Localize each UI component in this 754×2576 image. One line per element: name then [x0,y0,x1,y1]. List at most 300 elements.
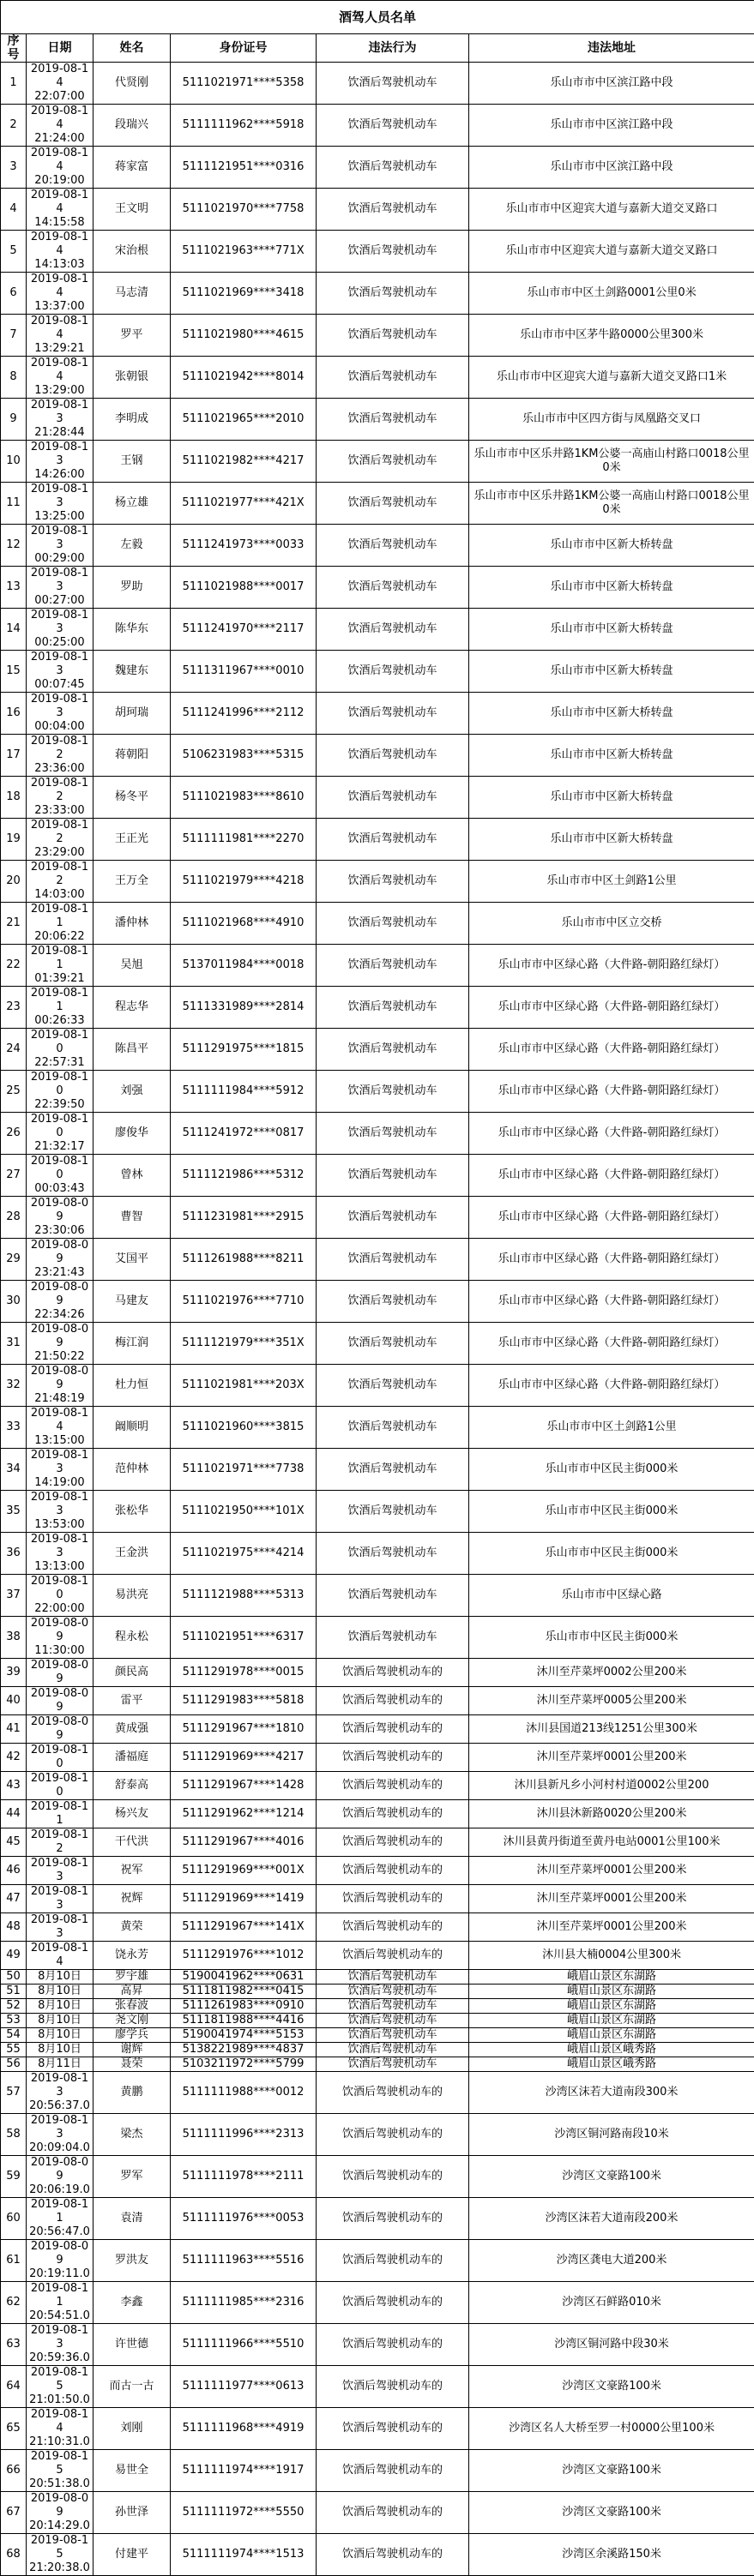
cell-id-number: 5111291967****1810 [171,1715,317,1744]
cell-violation: 饮酒后驾驶机动车 [317,903,469,945]
cell-date: 2019-08-14 13:29:00 [27,357,93,399]
cell-name: 宋治根 [93,231,171,273]
cell-date: 2019-08-12 23:29:00 [27,819,93,861]
cell-name: 而古一古 [93,2366,171,2408]
cell-id-number: 5111021975****4214 [171,1533,317,1575]
cell-violation: 饮酒后驾驶机动车 [317,147,469,189]
cell-date: 2019-08-13 20:09:04.0 [27,2114,93,2156]
header-id-number: 身份证号 [171,34,317,63]
cell-id-number: 5111111977****0613 [171,2366,317,2408]
cell-date: 2019-08-13 21:28:44 [27,399,93,441]
cell-id-number: 5111111985****2316 [171,2282,317,2324]
cell-index: 8 [1,357,27,399]
cell-violation: 饮酒后驾驶机动车 [317,105,469,147]
cell-location: 沐川县大楠0004公里300米 [469,1942,754,1970]
cell-date: 2019-08-14 14:15:58 [27,189,93,231]
cell-index: 20 [1,861,27,903]
cell-id-number: 5111121979****351X [171,1323,317,1365]
cell-id-number: 5111021965****2010 [171,399,317,441]
cell-date: 2019-08-15 20:51:38.0 [27,2450,93,2492]
table-row [1,2156,754,2198]
table-row [1,147,754,189]
table-row [1,315,754,357]
cell-index: 67 [1,2492,27,2534]
cell-index: 30 [1,1281,27,1323]
cell-name: 谢辉 [93,2043,171,2057]
cell-name: 罗宇雄 [93,1970,171,1985]
cell-date: 2019-08-11 [27,1800,93,1828]
cell-name: 王钢 [93,441,171,483]
cell-index: 50 [1,1970,27,1985]
table-row [1,777,754,819]
cell-location: 乐山市市中区新大桥转盘 [469,651,754,693]
title-row [1,1,754,34]
header-row [1,34,754,63]
cell-violation: 饮酒后驾驶机动车的 [317,2282,469,2324]
cell-name: 廖俊华 [93,1113,171,1155]
cell-index: 59 [1,2156,27,2198]
cell-date: 2019-08-12 23:33:00 [27,777,93,819]
cell-name: 刘强 [93,1071,171,1113]
cell-violation: 饮酒后驾驶机动车 [317,567,469,609]
cell-id-number: 5111291967****141X [171,1913,317,1942]
cell-index: 51 [1,1985,27,1999]
table-row [1,441,754,483]
cell-location: 峨眉山景区峨秀路 [469,2057,754,2072]
cell-violation: 饮酒后驾驶机动车的 [317,1715,469,1744]
cell-name: 张松华 [93,1491,171,1533]
table-row [1,819,754,861]
cell-location: 乐山市市中区绿心路（大件路-朝阳路红绿灯） [469,1155,754,1197]
cell-name: 代贤刚 [93,63,171,105]
cell-date: 8月10日 [27,1999,93,2014]
cell-violation: 饮酒后驾驶机动车 [317,1491,469,1533]
cell-date: 2019-08-11 20:06:22 [27,903,93,945]
cell-location: 沐川县国道213线1251公里300米 [469,1715,754,1744]
cell-name: 袁清 [93,2198,171,2240]
cell-violation: 饮酒后驾驶机动车 [317,2014,469,2028]
cell-id-number: 5111241972****0817 [171,1113,317,1155]
cell-violation: 饮酒后驾驶机动车的 [317,1942,469,1970]
cell-location: 乐山市市中区绿心路（大件路-朝阳路红绿灯） [469,1239,754,1281]
cell-id-number: 5111291969****001X [171,1857,317,1885]
cell-id-number: 5111121951****0316 [171,147,317,189]
table-row [1,1715,754,1744]
cell-violation: 饮酒后驾驶机动车 [317,693,469,735]
cell-index: 55 [1,2043,27,2057]
table-body [1,63,754,2576]
cell-id-number: 5190041974****5153 [171,2028,317,2043]
cell-violation: 饮酒后驾驶机动车 [317,1071,469,1113]
cell-index: 38 [1,1617,27,1659]
cell-location: 乐山市市中区滨江路中段 [469,63,754,105]
cell-id-number: 5111811982****0415 [171,1985,317,1999]
cell-index: 44 [1,1800,27,1828]
cell-index: 43 [1,1772,27,1800]
cell-violation: 饮酒后驾驶机动车的 [317,1744,469,1772]
table-row [1,399,754,441]
table-row [1,945,754,987]
cell-name: 范仲林 [93,1449,171,1491]
cell-violation: 饮酒后驾驶机动车的 [317,1857,469,1885]
cell-index: 31 [1,1323,27,1365]
cell-violation: 饮酒后驾驶机动车 [317,441,469,483]
cell-name: 黄成强 [93,1715,171,1744]
table-row [1,1744,754,1772]
cell-id-number: 5111291967****4016 [171,1828,317,1857]
cell-index: 15 [1,651,27,693]
cell-index: 18 [1,777,27,819]
cell-name: 罗平 [93,315,171,357]
cell-index: 32 [1,1365,27,1407]
cell-violation: 饮酒后驾驶机动车 [317,483,469,525]
cell-index: 40 [1,1687,27,1715]
table-row [1,2014,754,2028]
cell-violation: 饮酒后驾驶机动车的 [317,1913,469,1942]
cell-name: 易洪亮 [93,1575,171,1617]
cell-name: 程志华 [93,987,171,1029]
cell-date: 2019-08-13 00:07:45 [27,651,93,693]
cell-date: 8月10日 [27,1970,93,1985]
cell-date: 2019-08-14 14:13:03 [27,231,93,273]
cell-violation: 饮酒后驾驶机动车 [317,609,469,651]
table-row [1,2114,754,2156]
cell-id-number: 5138221989****4837 [171,2043,317,2057]
cell-id-number: 5111021969****3418 [171,273,317,315]
cell-location: 沙湾区石鲜路010米 [469,2282,754,2324]
cell-index: 19 [1,819,27,861]
cell-id-number: 5111021970****7758 [171,189,317,231]
cell-index: 35 [1,1491,27,1533]
cell-name: 陈华东 [93,609,171,651]
cell-date: 2019-08-11 20:56:47.0 [27,2198,93,2240]
cell-name: 蒋家富 [93,147,171,189]
cell-location: 乐山市市中区绿心路（大件路-朝阳路红绿灯） [469,945,754,987]
cell-location: 乐山市市中区土剑路0001公里0米 [469,273,754,315]
cell-id-number: 5190041962****0631 [171,1970,317,1985]
cell-date: 2019-08-13 13:13:00 [27,1533,93,1575]
cell-index: 58 [1,2114,27,2156]
cell-name: 潘仲林 [93,903,171,945]
cell-location: 沐川至芹菜坪0002公里200米 [469,1659,754,1687]
cell-name: 尧文刚 [93,2014,171,2028]
cell-index: 29 [1,1239,27,1281]
cell-id-number: 5111021982****4217 [171,441,317,483]
table-row [1,2450,754,2492]
cell-location: 乐山市市中区乐井路1KM公婆一高庙山村路口0018公里0米 [469,441,754,483]
cell-id-number: 5111021979****4218 [171,861,317,903]
cell-id-number: 5111021950****101X [171,1491,317,1533]
cell-violation: 饮酒后驾驶机动车 [317,987,469,1029]
cell-location: 乐山市市中区新大桥转盘 [469,735,754,777]
cell-name: 陈昌平 [93,1029,171,1071]
cell-location: 峨眉山景区东湖路 [469,1970,754,1985]
table-row [1,1913,754,1942]
table-row [1,231,754,273]
cell-index: 33 [1,1407,27,1449]
table-row [1,189,754,231]
cell-violation: 饮酒后驾驶机动车 [317,1985,469,1999]
cell-name: 蒋朝阳 [93,735,171,777]
table-row [1,273,754,315]
cell-violation: 饮酒后驾驶机动车的 [317,2492,469,2534]
cell-index: 45 [1,1828,27,1857]
cell-date: 2019-08-13 20:59:36.0 [27,2324,93,2366]
cell-index: 52 [1,1999,27,2014]
cell-date: 2019-08-14 21:10:31.0 [27,2408,93,2450]
table-row [1,651,754,693]
cell-location: 沙湾区名人大桥至罗一村0000公里100米 [469,2408,754,2450]
cell-date: 2019-08-14 13:37:00 [27,273,93,315]
cell-id-number: 5111111996****2313 [171,2114,317,2156]
cell-id-number: 5111021988****0017 [171,567,317,609]
table-row [1,105,754,147]
cell-violation: 饮酒后驾驶机动车 [317,399,469,441]
cell-name: 胡珂瑞 [93,693,171,735]
cell-location: 沙湾区沫若大道南段300米 [469,2072,754,2114]
table-row [1,63,754,105]
cell-date: 2019-08-09 23:30:06 [27,1197,93,1239]
cell-location: 乐山市市中区新大桥转盘 [469,777,754,819]
cell-name: 梅江润 [93,1323,171,1365]
cell-date: 2019-08-09 11:30:00 [27,1617,93,1659]
cell-date: 2019-08-10 00:03:43 [27,1155,93,1197]
cell-name: 杜力恒 [93,1365,171,1407]
table-row [1,1575,754,1617]
cell-violation: 饮酒后驾驶机动车 [317,1029,469,1071]
cell-violation: 饮酒后驾驶机动车 [317,945,469,987]
cell-id-number: 5111291983****5818 [171,1687,317,1715]
cell-index: 4 [1,189,27,231]
cell-id-number: 5111121988****5313 [171,1575,317,1617]
cell-location: 沐川至芹菜坪0001公里200米 [469,1913,754,1942]
table-row [1,1449,754,1491]
table-row [1,1533,754,1575]
cell-location: 乐山市市中区民主街000米 [469,1491,754,1533]
cell-date: 2019-08-12 [27,1828,93,1857]
cell-date: 2019-08-12 14:03:00 [27,861,93,903]
cell-name: 干代洪 [93,1828,171,1857]
cell-name: 艾国平 [93,1239,171,1281]
cell-name: 马志清 [93,273,171,315]
table-row [1,2028,754,2043]
cell-violation: 饮酒后驾驶机动车 [317,273,469,315]
cell-index: 39 [1,1659,27,1687]
cell-date: 2019-08-13 13:53:00 [27,1491,93,1533]
cell-date: 2019-08-09 20:14:29.0 [27,2492,93,2534]
cell-index: 65 [1,2408,27,2450]
cell-id-number: 5111021980****4615 [171,315,317,357]
cell-violation: 饮酒后驾驶机动车的 [317,2450,469,2492]
table-row [1,1071,754,1113]
cell-name: 魏建东 [93,651,171,693]
table-row [1,1197,754,1239]
cell-name: 饶永芳 [93,1942,171,1970]
cell-date: 8月10日 [27,2014,93,2028]
cell-id-number: 5103211972****5799 [171,2057,317,2072]
cell-location: 峨眉山景区东湖路 [469,1985,754,1999]
cell-index: 42 [1,1744,27,1772]
cell-violation: 饮酒后驾驶机动车 [317,777,469,819]
cell-date: 2019-08-13 [27,1885,93,1913]
cell-name: 颜民高 [93,1659,171,1687]
cell-location: 乐山市市中区新大桥转盘 [469,693,754,735]
cell-date: 2019-08-15 21:20:38.0 [27,2534,93,2576]
cell-location: 沐川至芹菜坪0001公里200米 [469,1744,754,1772]
cell-index: 49 [1,1942,27,1970]
cell-date: 2019-08-13 13:25:00 [27,483,93,525]
cell-location: 乐山市市中区绿心路（大件路-朝阳路红绿灯） [469,1029,754,1071]
cell-date: 2019-08-13 [27,1913,93,1942]
cell-name: 许世德 [93,2324,171,2366]
table-row [1,483,754,525]
cell-name: 张朝银 [93,357,171,399]
table-row [1,1323,754,1365]
cell-location: 乐山市市中区绿心路（大件路-朝阳路红绿灯） [469,1071,754,1113]
cell-date: 2019-08-15 21:01:50.0 [27,2366,93,2408]
cell-location: 乐山市市中区迎宾大道与嘉新大道交叉路口 [469,189,754,231]
cell-id-number: 5111241973****0033 [171,525,317,567]
cell-date: 2019-08-13 20:56:37.0 [27,2072,93,2114]
cell-location: 沐川县沐新路0020公里200米 [469,1800,754,1828]
cell-location: 峨眉山景区东湖路 [469,2028,754,2043]
cell-id-number: 5111111978****2111 [171,2156,317,2198]
cell-index: 41 [1,1715,27,1744]
cell-location: 乐山市市中区民主街000米 [469,1449,754,1491]
cell-violation: 饮酒后驾驶机动车 [317,315,469,357]
cell-violation: 饮酒后驾驶机动车 [317,63,469,105]
page-title: 酒驾人员名单 [1,1,754,34]
table-row [1,1970,754,1985]
cell-violation: 饮酒后驾驶机动车 [317,651,469,693]
cell-name: 罗洪友 [93,2240,171,2282]
table-row [1,1985,754,1999]
cell-id-number: 5111111974****1917 [171,2450,317,2492]
cell-violation: 饮酒后驾驶机动车的 [317,2156,469,2198]
cell-location: 乐山市市中区绿心路（大件路-朝阳路红绿灯） [469,1113,754,1155]
cell-location: 沙湾区铜河路南段10米 [469,2114,754,2156]
cell-location: 乐山市市中区新大桥转盘 [469,819,754,861]
cell-index: 27 [1,1155,27,1197]
header-name: 姓名 [93,34,171,63]
cell-violation: 饮酒后驾驶机动车 [317,1113,469,1155]
cell-date: 2019-08-10 22:57:31 [27,1029,93,1071]
cell-id-number: 5111111976****0053 [171,2198,317,2240]
cell-index: 10 [1,441,27,483]
cell-name: 王正光 [93,819,171,861]
cell-location: 沐川县黄丹街道至黄丹电站0001公里100米 [469,1828,754,1857]
cell-violation: 饮酒后驾驶机动车的 [317,2114,469,2156]
cell-name: 段瑞兴 [93,105,171,147]
cell-date: 2019-08-09 [27,1715,93,1744]
cell-date: 2019-08-14 21:24:00 [27,105,93,147]
cell-violation: 饮酒后驾驶机动车 [317,1239,469,1281]
table-row [1,1772,754,1800]
cell-name: 程永松 [93,1617,171,1659]
table-row [1,1281,754,1323]
cell-id-number: 5111111984****5912 [171,1071,317,1113]
table-row [1,2198,754,2240]
cell-location: 乐山市市中区茅牛路0000公里300米 [469,315,754,357]
cell-id-number: 5106231983****5315 [171,735,317,777]
table-row [1,1491,754,1533]
cell-date: 8月11日 [27,2057,93,2072]
cell-location: 峨眉山景区东湖路 [469,1999,754,2014]
cell-id-number: 5111021942****8014 [171,357,317,399]
cell-index: 61 [1,2240,27,2282]
cell-id-number: 5111111968****4919 [171,2408,317,2450]
cell-id-number: 5111261983****0910 [171,1999,317,2014]
cell-location: 乐山市市中区土剑路1公里 [469,1407,754,1449]
cell-index: 2 [1,105,27,147]
cell-violation: 饮酒后驾驶机动车的 [317,1659,469,1687]
table-row [1,861,754,903]
cell-date: 2019-08-14 [27,1942,93,1970]
cell-name: 易世全 [93,2450,171,2492]
cell-violation: 饮酒后驾驶机动车 [317,357,469,399]
header-violation: 违法行为 [317,34,469,63]
cell-name: 王文明 [93,189,171,231]
cell-date: 2019-08-11 01:39:21 [27,945,93,987]
cell-date: 8月10日 [27,2028,93,2043]
table-row [1,1942,754,1970]
cell-violation: 饮酒后驾驶机动车的 [317,2198,469,2240]
cell-date: 2019-08-14 22:07:00 [27,63,93,105]
cell-index: 13 [1,567,27,609]
cell-location: 乐山市市中区绿心路（大件路-朝阳路红绿灯） [469,1365,754,1407]
cell-name: 杨冬平 [93,777,171,819]
cell-id-number: 5111291969****4217 [171,1744,317,1772]
table-row [1,2043,754,2057]
table-row [1,1029,754,1071]
cell-violation: 饮酒后驾驶机动车 [317,1449,469,1491]
cell-date: 2019-08-13 14:26:00 [27,441,93,483]
cell-location: 沙湾区龚电大道200米 [469,2240,754,2282]
table-row [1,2057,754,2072]
cell-index: 37 [1,1575,27,1617]
cell-date: 2019-08-09 [27,1659,93,1687]
cell-date: 2019-08-14 20:19:00 [27,147,93,189]
cell-violation: 饮酒后驾驶机动车的 [317,1828,469,1857]
cell-date: 2019-08-13 00:25:00 [27,609,93,651]
cell-index: 66 [1,2450,27,2492]
cell-date: 2019-08-10 22:00:00 [27,1575,93,1617]
cell-violation: 饮酒后驾驶机动车 [317,1999,469,2014]
cell-location: 乐山市市中区滨江路中段 [469,147,754,189]
cell-id-number: 5111311967****0010 [171,651,317,693]
cell-name: 舒泰高 [93,1772,171,1800]
cell-date: 2019-08-10 [27,1772,93,1800]
cell-date: 2019-08-09 23:21:43 [27,1239,93,1281]
table-row [1,903,754,945]
cell-name: 潘福庭 [93,1744,171,1772]
table-row [1,2240,754,2282]
cell-violation: 饮酒后驾驶机动车的 [317,1800,469,1828]
cell-violation: 饮酒后驾驶机动车的 [317,2324,469,2366]
cell-id-number: 5111021971****7738 [171,1449,317,1491]
table-row [1,2492,754,2534]
cell-date: 2019-08-13 14:19:00 [27,1449,93,1491]
header-location: 违法地址 [469,34,754,63]
cell-violation: 饮酒后驾驶机动车 [317,1323,469,1365]
cell-name: 张春波 [93,1999,171,2014]
table-row [1,567,754,609]
cell-location: 乐山市市中区乐井路1KM公婆一高庙山村路口0018公里0米 [469,483,754,525]
cell-index: 28 [1,1197,27,1239]
cell-name: 罗助 [93,567,171,609]
cell-name: 高昇 [93,1985,171,1999]
cell-id-number: 5111021971****5358 [171,63,317,105]
